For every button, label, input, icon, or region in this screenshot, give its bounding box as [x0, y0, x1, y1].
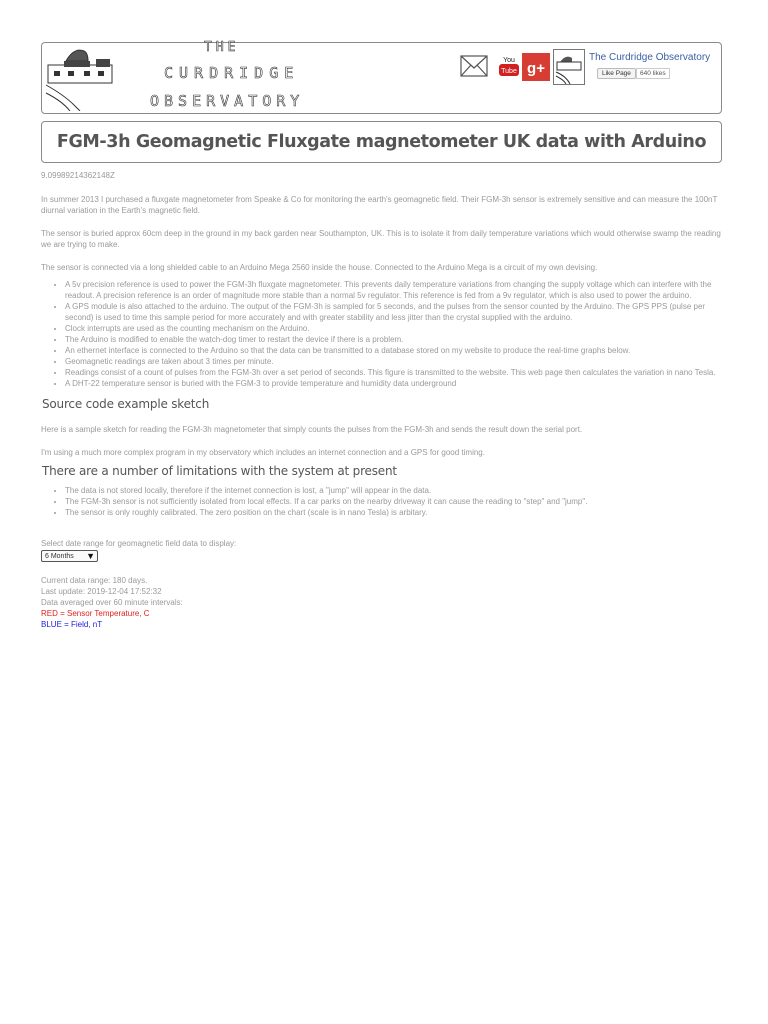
logo-text-curdridge: CURDRIDGE	[164, 64, 300, 82]
date-range-select[interactable]	[41, 550, 98, 562]
data-range-text: Current data range: 180 days.	[41, 576, 148, 585]
blue-legend: BLUE = Field, nT	[41, 620, 103, 629]
main-content	[41, 170, 724, 630]
youtube-icon[interactable]	[498, 53, 520, 79]
source-paragraph: I'm using a much more complex program in my observatory which includes an internet connection and a GPS for good timing.	[41, 448, 485, 457]
logo-text-the: THE	[204, 40, 240, 55]
data-info	[41, 575, 724, 630]
observatory-logo-icon[interactable]	[44, 45, 124, 111]
date-range-value: 6 Months	[45, 552, 74, 560]
list-item: • Clock interrupts are used as the counting mechanism on the Arduino.	[65, 323, 724, 334]
site-header	[41, 42, 722, 114]
last-update-text: Last update: 2019-12-04 17:52:32	[41, 587, 162, 596]
list-item: • Geomagnetic readings are taken about 3 times per minute.	[65, 356, 724, 367]
like-page-button[interactable]: Like Page	[597, 68, 636, 79]
facebook-page-link[interactable]: The Curdridge Observatory	[589, 52, 711, 63]
limitations-list	[41, 485, 724, 518]
averaged-text: Data averaged over 60 minute intervals:	[41, 598, 183, 607]
google-plus-label: g+	[527, 60, 545, 77]
list-item: • The FGM-3h sensor is not sufficiently isolated from local effects. If a car parks on the nearby driveway it can cause the reading to "step" and "jump".	[65, 496, 724, 507]
date-range-label: Select date range for geomagnetic field data to display:	[41, 539, 237, 548]
limitations-heading: There are a number of limitations with the system at present	[42, 464, 397, 478]
dropdown-arrow-icon: ▼	[86, 550, 95, 561]
logo-text-observatory: OBSERVATORY	[150, 92, 305, 110]
facebook-page-thumbnail[interactable]	[553, 49, 585, 85]
page-title: FGM-3h Geomagnetic Fluxgate magnetometer UK data with Arduino	[56, 132, 707, 152]
google-plus-icon[interactable]	[522, 53, 550, 81]
feature-list	[41, 279, 724, 389]
list-item: • A GPS module is also attached to the arduino. The output of the FGM-3h is sampled for 5 seconds, and the pulses from the sensor counted by the Arduino. The GPS PPS (pulse per second) is used to time this sample period for more accurately and with greater stability and less jitter than the crystal supplied with the arduino.	[65, 301, 724, 323]
mail-icon[interactable]	[460, 53, 488, 79]
list-item: • The sensor is only roughly calibrated. The zero position on the chart (scale is in nano Tesla) is arbitary.	[65, 507, 724, 518]
youtube-label-bottom: Tube	[501, 68, 517, 75]
like-count: 640 likes	[636, 68, 670, 79]
observatory-thumb-icon	[554, 50, 584, 84]
intro-paragraph: In summer 2013 I purchased a fluxgate magnetometer from Speake & Co for monitoring the earth's geomagnetic field. Their FGM-3h sensor is extremely sensitive and can measure the 100nT diurnal variation in the Earth's magnetic field.	[41, 195, 718, 215]
list-item: • The Arduino is modified to enable the watch-dog timer to restart the device if there is a problem.	[65, 334, 724, 345]
list-item: • The data is not stored locally, therefore if the internet connection is lost, a "jump" will appear in the data.	[65, 485, 724, 496]
list-item: • An ethernet interface is connected to the Arduino so that the data can be transmitted to a database stored on my website to produce the real-time graphs below.	[65, 345, 724, 356]
source-code-heading: Source code example sketch	[42, 397, 210, 411]
sensor-paragraph: The sensor is buried approx 60cm deep in the ground in my back garden near Southampton, UK. This is to isolate it from daily temperature variations which would otherwise swamp the reading we are trying to make.	[41, 229, 721, 249]
list-item: • Readings consist of a count of pulses from the FGM-3h over a set period of seconds. This figure is transmitted to the website. This web page then calculates the variation in nano Tesla.	[65, 367, 724, 378]
list-item: • A DHT-22 temperature sensor is buried with the FGM-3 to provide temperature and humidity data underground	[65, 378, 724, 389]
red-legend: RED = Sensor Temperature, C	[41, 609, 150, 618]
list-item: • A 5v precision reference is used to power the FGM-3h fluxgate magnetometer. This prevents daily temperature variations from changing the supply voltage which can interfere with the readout. A precision reference is an order of magnitude more stable than a normal 5v regulator. This reference is fed from a 9v regulator, which is also used to power the arduino.	[65, 279, 724, 301]
seed-number: 9.09989214362148Z	[41, 171, 115, 180]
title-box	[41, 121, 722, 163]
youtube-label-top: You	[503, 57, 515, 64]
connection-paragraph: The sensor is connected via a long shielded cable to an Arduino Mega 2560 inside the house. Connected to the Arduino Mega is a circuit of my own devising.	[41, 263, 598, 272]
source-paragraph: Here is a sample sketch for reading the FGM-3h magnetometer that simply counts the pulses from the FGM-3h and sends the result down the serial port.	[41, 425, 583, 434]
